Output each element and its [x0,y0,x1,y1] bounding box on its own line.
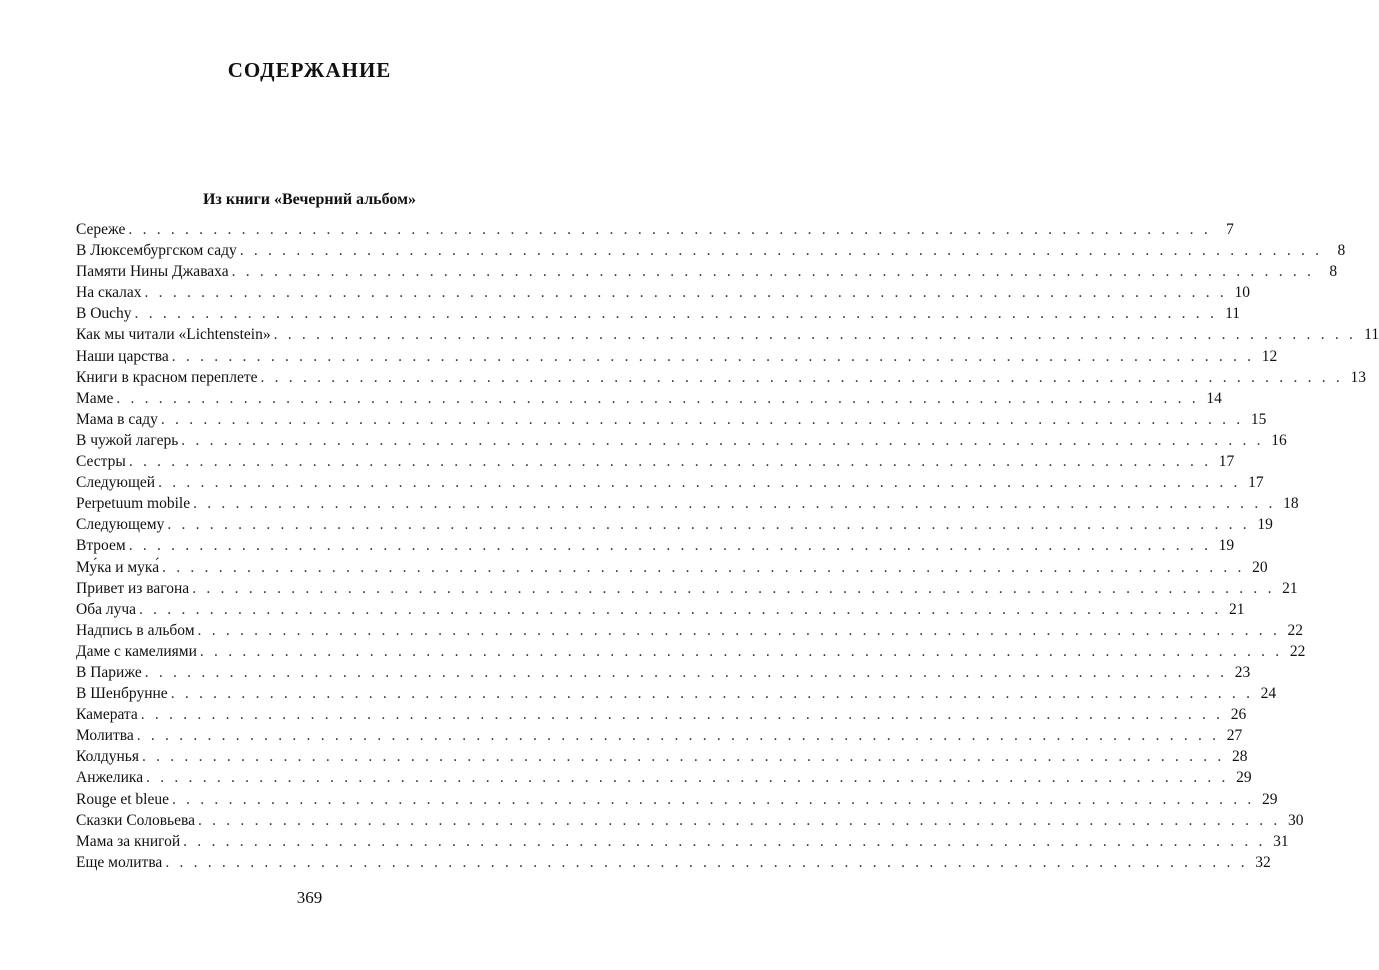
toc-entry-page: 19 [1257,516,1273,534]
toc-entry [76,535,1235,556]
toc-entry [76,852,1271,873]
toc-entry-page: 7 [1226,221,1234,238]
dot-leader: . . . . . . . . . . . . . . . . . . . . . . . . . . . . . . . . . . . . . . . . . . . . . . . . . . . . . . . . . . . . . . . . . . . . . . . . . . . . . [146,769,1229,787]
dot-leader: . . . . . . . . . . . . . . . . . . . . . . . . . . . . . . . . . . . . . . . . . . . . . . . . . . . . . . . . . . . . . . . . . . . . . . . . . . . . . [181,431,1264,449]
toc-entry-title: Сереже [76,221,126,238]
toc-entry-page: 29 [1261,790,1278,808]
toc-entry [76,451,1235,472]
toc-entry-page: 19 [1218,537,1235,555]
toc-entry-page: 21 [1228,600,1245,618]
toc-entry-page: 23 [1234,663,1251,681]
toc-entry-page: 16 [1271,431,1287,449]
toc-entry-title: Колдунья [76,748,139,766]
toc-entry-page: 8 [1337,242,1346,260]
toc-entry [76,599,1245,620]
toc-entry [76,409,1267,430]
toc-entry-page: 28 [1231,748,1248,766]
toc-entry-page: 20 [1252,558,1268,576]
toc-entry-page: 14 [1206,389,1222,407]
dot-leader: . . . . . . . . . . . . . . . . . . . . . . . . . . . . . . . . . . . . . . . . . . . . . . . . . . . . . . . . . . . . . . . . . . . . . . . . . . . . . [144,284,1227,302]
toc-entry-title: Сестры [76,453,126,471]
toc-entry-title: Мама за книгой [76,832,181,850]
dot-leader: . . . . . . . . . . . . . . . . . . . . . . . . . . . . . . . . . . . . . . . . . . . . . . . . . . . . . . . . . . . . . . . . . . . . . . . . . . . . . [144,663,1228,681]
toc-entry-page: 24 [1260,685,1277,703]
dot-leader: . . . . . . . . . . . . . . . . . . . . . . . . . . . . . . . . . . . . . . . . . . . . . . . . . . . . . . . . . . . . . . . . . . . . . . . . . . . . . [128,453,1212,471]
toc-entry-title: Анжелика [76,769,144,787]
dot-leader: . . . . . . . . . . . . . . . . . . . . . . . . . . . . . . . . . . . . . . . . . . . . . . . . . . . . . . . . . . . . . . . . . . . . . . . . . . . . . [260,368,1343,386]
toc-entry-title: На скалах [76,284,142,302]
page-title: СОДЕРЖАНИЕ [227,58,392,82]
toc-entry [76,683,1277,704]
toc-entry [76,662,1251,683]
dot-leader: . . . . . . . . . . . . . . . . . . . . . . . . . . . . . . . . . . . . . . . . . . . . . . . . . . . . . . . . . . . . . . . . . . . . . . . . . . . . . [162,558,1245,576]
toc-entry-page: 10 [1234,284,1250,302]
dot-leader: . . . . . . . . . . . . . . . . . . . . . . . . . . . . . . . . . . . . . . . . . . . . . . . . . . . . . . . . . . . . . . . . . . . . . . . . . . . . . [199,642,1283,660]
dot-leader: . . . . . . . . . . . . . . . . . . . . . . . . . . . . . . . . . . . . . . . . . . . . . . . . . . . . . . . . . . . . . . . . . . . . . . . . . . . . . [116,389,1199,407]
toc-entry-page: 27 [1226,727,1243,745]
dot-leader: . . . . . . . . . . . . . . . . . . . . . . . . . . . . . . . . . . . . . . . . . . . . . . . . . . . . . . . . . . . . . . . . . . . . . . . . . . . . . [193,495,1276,513]
toc-entry-title: Камерата [76,706,138,724]
toc-entry-title: Мама в саду [76,410,158,428]
dot-leader: . . . . . . . . . . . . . . . . . . . . . . . . . . . . . . . . . . . . . . . . . . . . . . . . . . . . . . . . . . . . . . . . . . . . . . . . . . . . . [273,326,1357,344]
toc-entry-page: 17 [1218,453,1235,471]
dot-leader: . . . . . . . . . . . . . . . . . . . . . . . . . . . . . . . . . . . . . . . . . . . . . . . . . . . . . . . . . . . . . . . . . . . . . . . . . . . . . [140,706,1224,724]
toc-entry [76,303,1241,324]
toc-entry [76,430,1287,451]
toc-entry-title: Молитва [76,727,134,745]
toc-entry-page: 17 [1248,474,1264,492]
toc-entry [76,767,1252,788]
toc-entry-page: 22 [1287,621,1304,639]
dot-leader: . . . . . . . . . . . . . . . . . . . . . . . . . . . . . . . . . . . . . . . . . . . . . . . . . . . . . . . . . . . . . . . . . . . . . . . . . . . . . [128,537,1212,555]
page-number: 369 [296,888,323,907]
toc-entry-title: Надпись в альбом [76,621,195,639]
toc-entry-page: 18 [1283,495,1299,513]
toc-entry-title: Даме с камелиями [76,642,197,660]
toc-entry-title: Наши царства [76,347,169,365]
toc-entry-page: 30 [1287,811,1304,829]
toc-entry [76,493,1299,514]
toc-entry [76,282,1250,303]
toc-entry-title: Маме [76,389,114,407]
dot-leader: . . . . . . . . . . . . . . . . . . . . . . . . . . . . . . . . . . . . . . . . . . . . . . . . . . . . . . . . . . . . . . . . . . . . . . . . . . . . . [170,685,1254,703]
dot-leader: . . . . . . . . . . . . . . . . . . . . . . . . . . . . . . . . . . . . . . . . . . . . . . . . . . . . . . . . . . . . . . . . . . . . . . . . . . . . . [141,748,1225,766]
toc-entry [76,367,1366,388]
dot-leader: . . . . . . . . . . . . . . . . . . . . . . . . . . . . . . . . . . . . . . . . . . . . . . . . . . . . . . . . . . . . . . . . . . . . . . . . . . . . . [158,474,1241,492]
toc-entry-page: 11 [1364,326,1379,344]
toc-entry [76,620,1304,641]
dot-leader: . . . . . . . . . . . . . . . . . . . . . . . . . . . . . . . . . . . . . . . . . . . . . . . . . . . . . . . . . . . . . . . . . . . . . . . . . . . . . [167,516,1250,534]
toc-entry-title: В Париже [76,663,142,681]
toc-entry-page: 11 [1225,305,1241,323]
toc-entry-page: 22 [1289,642,1306,660]
dot-leader: . . . . . . . . . . . . . . . . . . . . . . . . . . . . . . . . . . . . . . . . . . . . . . . . . . . . . . . . . . . . . . . . . . . . . . . . . . . . . [197,621,1281,639]
dot-leader: . . . . . . . . . . . . . . . . . . . . . . . . . . . . . . . . . . . . . . . . . . . . . . . . . . . . . . . . . . . . . . . . . . . . . . . . . . . . . [197,811,1281,829]
toc-entry-page: 15 [1250,410,1267,428]
toc-entry [76,240,1346,261]
toc-entry-title: Му́ка и мука́ [76,558,160,576]
toc-entry [76,324,1379,345]
toc-entry-title: Следующему [76,516,165,534]
toc-entry-page: 26 [1230,706,1247,724]
toc-entry-page: 12 [1261,347,1278,365]
toc-entry [76,641,1306,662]
toc-entry [76,831,1289,852]
toc-entry-page: 8 [1329,263,1338,281]
dot-leader: . . . . . . . . . . . . . . . . . . . . . . . . . . . . . . . . . . . . . . . . . . . . . . . . . . . . . . . . . . . . . . . . . . . . . . . . . . . . . [136,727,1220,745]
toc-entry-page: 32 [1255,853,1271,871]
dot-leader: . . . . . . . . . . . . . . . . . . . . . . . . . . . . . . . . . . . . . . . . . . . . . . . . . . . . . . . . . . . . . . . . . . . . . . . . . . . . . [165,853,1248,871]
toc-entry-title: Памяти Нины Джаваха [76,263,229,281]
dot-leader: . . . . . . . . . . . . . . . . . . . . . . . . . . . . . . . . . . . . . . . . . . . . . . . . . . . . . . . . . . . . . . . . . . . . . . . . . . . . . [231,263,1315,281]
toc-entry-page: 21 [1282,579,1298,597]
toc-entry-title: Rouge et bleue [76,790,169,808]
toc-entry-title: Оба луча [76,600,136,618]
toc-entry-title: В чужой лагерь [76,431,179,449]
toc-entry [76,388,1222,409]
dot-leader: . . . . . . . . . . . . . . . . . . . . . . . . . . . . . . . . . . . . . . . . . . . . . . . . . . . . . . . . . . . . . . . . . . . . . . . . . . . . . [160,410,1244,428]
toc-entry [76,789,1278,810]
toc-entry [76,810,1304,831]
toc-entry-title: Perpetuum mobile [76,495,191,513]
toc-entry-title: Книги в красном переплете [76,368,258,386]
toc-entry-title: Сказки Соловьева [76,811,195,829]
toc-entry-page: 13 [1350,368,1366,386]
toc-entry-title: В Люксембургском саду [76,242,237,260]
toc-entry-page: 29 [1236,769,1252,787]
table-of-contents [76,219,1379,873]
toc-entry [76,261,1338,282]
toc-entry-page: 31 [1273,832,1289,850]
dot-leader: . . . . . . . . . . . . . . . . . . . . . . . . . . . . . . . . . . . . . . . . . . . . . . . . . . . . . . . . . . . . . . . . . . . . . . . . . . . . . [183,832,1266,850]
dot-leader: . . . . . . . . . . . . . . . . . . . . . . . . . . . . . . . . . . . . . . . . . . . . . . . . . . . . . . . . . . . . . . . . . . . . . . . . . . . . . [128,221,1211,238]
toc-entry [76,346,1278,367]
section-title: Из книги «Вечерний альбом» [202,191,417,208]
dot-leader: . . . . . . . . . . . . . . . . . . . . . . . . . . . . . . . . . . . . . . . . . . . . . . . . . . . . . . . . . . . . . . . . . . . . . . . . . . . . . [171,790,1255,808]
dot-leader: . . . . . . . . . . . . . . . . . . . . . . . . . . . . . . . . . . . . . . . . . . . . . . . . . . . . . . . . . . . . . . . . . . . . . . . . . . . . . [134,305,1218,323]
toc-entry-title: Еще молитва [76,853,163,871]
toc-entry-title: Втроем [76,537,126,555]
toc-entry [76,725,1243,746]
toc-entry-title: В Шенбрунне [76,685,168,703]
dot-leader: . . . . . . . . . . . . . . . . . . . . . . . . . . . . . . . . . . . . . . . . . . . . . . . . . . . . . . . . . . . . . . . . . . . . . . . . . . . . . [171,347,1255,365]
dot-leader: . . . . . . . . . . . . . . . . . . . . . . . . . . . . . . . . . . . . . . . . . . . . . . . . . . . . . . . . . . . . . . . . . . . . . . . . . . . . . [192,579,1275,597]
toc-entry-title: Как мы читали «Lichtenstein» [76,326,271,344]
toc-entry-title: Следующей [76,474,156,492]
dot-leader: . . . . . . . . . . . . . . . . . . . . . . . . . . . . . . . . . . . . . . . . . . . . . . . . . . . . . . . . . . . . . . . . . . . . . . . . . . . . . [239,242,1323,260]
toc-entry-title: Привет из вагона [76,579,190,597]
dot-leader: . . . . . . . . . . . . . . . . . . . . . . . . . . . . . . . . . . . . . . . . . . . . . . . . . . . . . . . . . . . . . . . . . . . . . . . . . . . . . [139,600,1222,618]
toc-entry [76,557,1268,578]
toc-entry-title: В Ouchy [76,305,132,323]
toc-entry [76,746,1248,767]
toc-entry [76,578,1298,599]
toc-entry [76,472,1264,493]
toc-entry [76,704,1247,725]
toc-entry [76,219,1234,240]
toc-entry [76,514,1273,535]
